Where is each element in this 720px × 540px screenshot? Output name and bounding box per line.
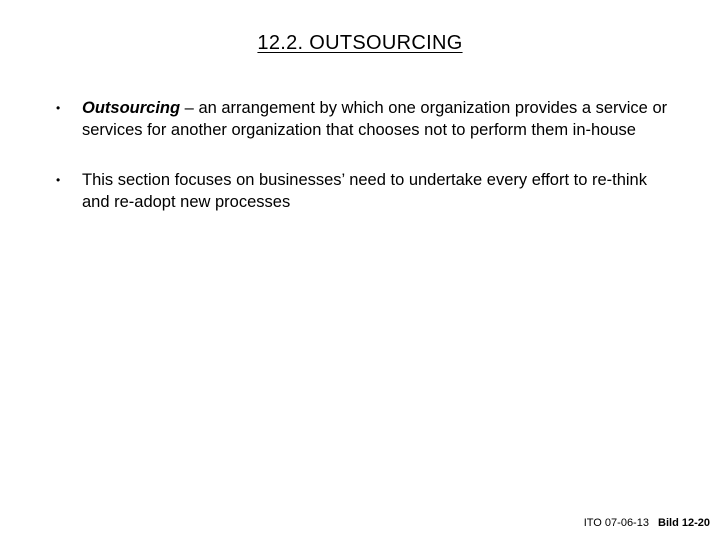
bullet-item-outsourcing-definition [0,97,720,141]
bullet-item-section-focus [0,169,720,213]
footer-code: ITO 07-06-13 [583,517,649,529]
slide-title-text: 12.2. OUTSOURCING [257,32,463,54]
bullet-text: – an arrangement by which one organization provides a service or services for another organization that chooses not to perform them in-house [82,99,668,139]
slide-title [0,30,720,56]
bullet-list [0,97,720,213]
footer-page-number: Bild 12-20 [658,517,710,529]
bullet-icon: • [56,173,61,187]
slide-footer [584,516,710,530]
bullet-text: This section focuses on businesses’ need to undertake every effort to re-think and re-adopt new processes [82,171,647,211]
bullet-icon: • [56,101,61,115]
bullet-term: Outsourcing [82,99,181,117]
